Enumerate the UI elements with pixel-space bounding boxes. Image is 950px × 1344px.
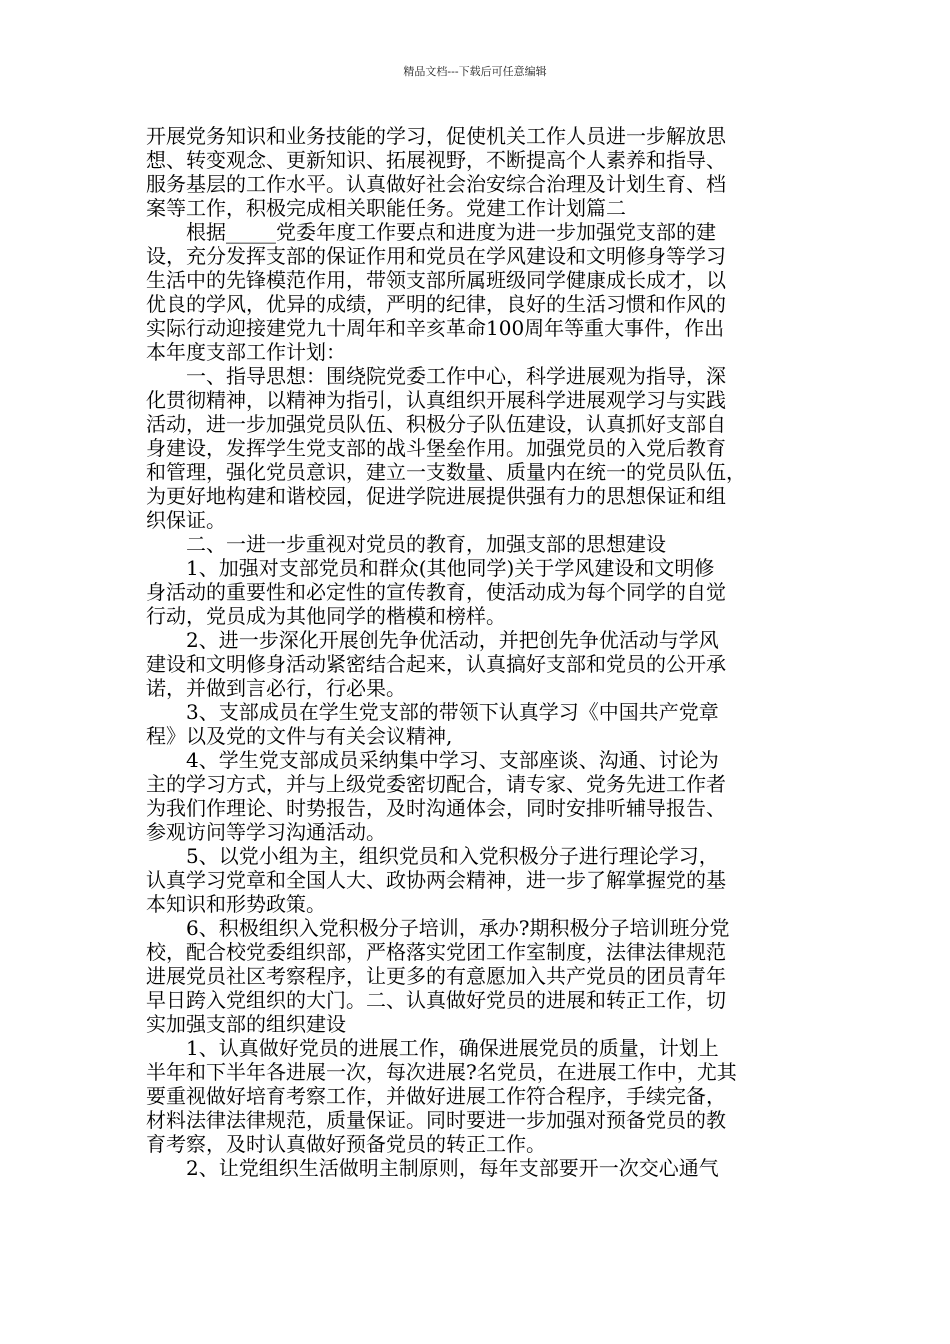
text-line: 一、指导思想：围绕院党委工作中心，科学进展观为指导，深 [146,364,726,388]
text-line: 进展党员社区考察程序，让更多的有意愿加入共产党员的团员青年 [146,964,726,988]
text-line: 3、支部成员在学生党支部的带领下认真学习《中国共产党章 [146,700,719,724]
text-line: 育考察，及时认真做好预备党员的转正工作。 [146,1132,546,1156]
text-line: 早日跨入党组织的大门。二、认真做好党员的进展和转正工作，切 [146,988,726,1012]
text-line: 为更好地构建和谐校园，促进学院进展提供强有力的思想保证和组 [146,484,726,508]
text-line: 想、转变观念、更新知识、拓展视野，不断提高个人素养和指导、 [146,148,726,172]
text-line: 主的学习方式，并与上级党委密切配合，请专家、党务先进工作者 [146,772,726,796]
text-line: 身建设，发挥学生党支部的战斗堡垒作用。加强党员的入党后教育 [146,436,726,460]
text-line: 校，配合校党委组织部，严格落实党团工作室制度，法律法律规范 [146,940,726,964]
text-line: 开展党务知识和业务技能的学习，促使机关工作人员进一步解放思 [146,124,726,148]
page-header: 精品文档---下载后可任意编辑 [403,65,547,78]
text-line: 4、学生党支部成员采纳集中学习、支部座谈、沟通、讨论为 [146,748,719,772]
text-line: 本年度支部工作计划： [146,340,346,364]
text-line: 诺，并做到言必行，行必果。 [146,676,406,700]
text-line: 二、一进一步重视对党员的教育，加强支部的思想建设 [146,532,666,556]
text-line: 程》以及党的文件与有关会议精神, [146,724,453,748]
text-line: 设，充分发挥支部的保证作用和党员在学风建设和文明修身等学习 [146,244,726,268]
document-body [146,124,810,1180]
text-line: 本知识和形势政策。 [146,892,326,916]
text-line: 实加强支部的组织建设 [146,1012,346,1036]
text-line: 材料法律法律规范，质量保证。同时要进一步加强对预备党员的教 [146,1108,726,1132]
text-line: 行动，党员成为其他同学的楷模和榜样。 [146,604,506,628]
text-line: 和管理，强化党员意识，建立一支数量、质量内在统一的党员队伍， [146,460,746,484]
text-line: 化贯彻精神，以精神为指引，认真组织开展科学进展观学习与实践 [146,388,726,412]
text-line: 认真学习党章和全国人大、政协两会精神，进一步了解掌握党的基 [146,868,726,892]
text-line: 织保证。 [146,508,226,532]
text-line: 优良的学风，优异的成绩，严明的纪律，良好的生活习惯和作风的 [146,292,726,316]
text-line: 5、以党小组为主，组织党员和入党积极分子进行理论学习， [146,844,719,868]
text-line: 身活动的重要性和必定性的宣传教育，使活动成为每个同学的自觉 [146,580,726,604]
text-line: 为我们作理论、时势报告，及时沟通体会，同时安排听辅导报告、 [146,796,726,820]
text-line: 要重视做好培育考察工作，并做好进展工作符合程序，手续完备， [146,1084,726,1108]
text-line: 参观访问等学习沟通活动。 [146,820,386,844]
text-line: 实际行动迎接建党九十周年和辛亥革命100周年等重大事件，作出 [146,316,725,340]
text-line: 1、加强对支部党员和群众(其他同学)关于学风建设和文明修 [146,556,715,580]
text-line: 6、积极组织入党积极分子培训，承办?期积极分子培训班分党 [146,916,730,940]
text-line: 根据_____党委年度工作要点和进度为进一步加强党支部的建 [146,220,716,244]
text-line: 半年和下半年各进展一次，每次进展?名党员，在进展工作中，尤其 [146,1060,737,1084]
text-line: 生活中的先锋模范作用，带领支部所属班级同学健康成长成才，以 [146,268,726,292]
text-line: 2、进一步深化开展创先争优活动，并把创先争优活动与学风 [146,628,719,652]
text-line: 案等工作，积极完成相关职能任务。党建工作计划篇二 [146,196,626,220]
text-line: 活动，进一步加强党员队伍、积极分子队伍建设，认真抓好支部自 [146,412,726,436]
text-line: 服务基层的工作水平。认真做好社会治安综合治理及计划生育、档 [146,172,726,196]
text-line: 2、让党组织生活做明主制原则，每年支部要开一次交心通气 [146,1156,719,1180]
text-line: 1、认真做好党员的进展工作，确保进展党员的质量，计划上 [146,1036,719,1060]
text-line: 建设和文明修身活动紧密结合起来，认真搞好支部和党员的公开承 [146,652,726,676]
